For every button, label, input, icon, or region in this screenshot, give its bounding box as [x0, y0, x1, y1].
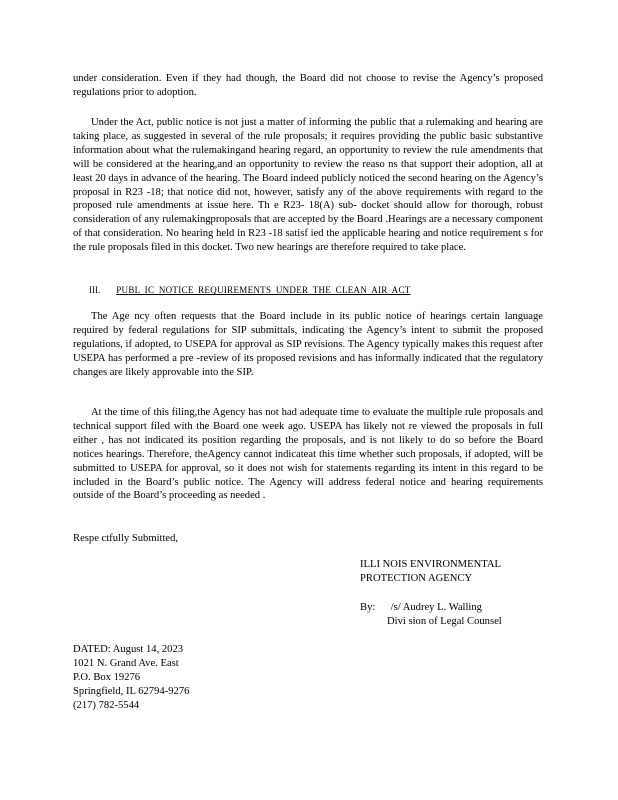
org-name-line2: PROTECTION AGENCY: [360, 573, 473, 584]
org-name-line1: ILLI NOIS ENVIRONMENTAL: [360, 559, 501, 570]
division-line: Divi sion of Legal Counsel: [387, 616, 502, 627]
street-address: 1021 N. Grand Ave. East: [73, 658, 179, 669]
phone-number: (217) 782-5544: [73, 700, 140, 711]
section-title: PUBL IC NOTICE REQUIREMENTS UNDER THE CLEAN AIR ACT: [116, 285, 411, 295]
by-label: By:: [360, 602, 376, 613]
paragraph-filing-status: At the time of this filing,the Agency has not had adequate time to evaluate the multiple rule proposals and technical support filed with the Board one week ago. USEPA has likely not re viewed the proposals in full either , has not indicated its position regarding the proposals, and is not likely to do so before the Board notices hearings. Therefore, theAgency cannot indicateat this time whether such proposals, if adopted, will be submitted to USEPA for approval, so it does not wish for statements regarding its intent in this regard to be included in the Board’s public notice. The Agency will address federal notice and hearing requirements outside of the Board’s proceeding as needed .: [73, 407, 543, 502]
po-box: P.O. Box 19276: [73, 672, 141, 683]
city-state-zip: Springfield, IL 62794-9276: [73, 686, 190, 697]
dated-line: DATED: August 14, 2023: [73, 644, 184, 655]
paragraph-sip-request: The Age ncy often requests that the Board include in its public notice of hearings certain language required by federal regulations for SIP submittals, indicating the Agency’s intent to submit the proposed regulations, if adopted, to USEPA for approval as SIP revisions. The Agency typically makes this request after USEPA has performed a pre -review of its proposed revisions and has informally indicated that the regulatory changes are likely approvable into the SIP.: [73, 311, 543, 378]
signer-name: /s/ Audrey L. Walling: [390, 602, 482, 613]
section-heading: [89, 284, 489, 296]
signature-line: [360, 601, 482, 615]
section-number: III.: [89, 285, 101, 295]
paragraph-public-notice: Under the Act, public notice is not just a matter of informing the public that a rulemaking and hearing are taking place, as suggested in several of the rule proposals; it requires providing the public basic substantive information about what the rulemakingand hearing regard, an opportunity to review the rule amendments that will be considered at the hearing,and an opportunity to review the reaso ns that support their adoption, all at least 20 days in advance of the hearing. The Board indeed publicly noticed the second hearing on the Agency’s proposal in R23 -18; that notice did not, however, satisfy any of the above requirements with regard to the proposed rule amendments at issue here. Th e R23- 18(A) sub- docket should allow for thorough, robust consideration of any rulemakingproposals that are accepted by the Board .Hearings are a necessary component of that consideration. No hearing held in R23 -18 satisf ied the applicable hearing and notice requirement s for the rule proposals filed in this docket. Two new hearings are therefore required to take place.: [73, 117, 543, 254]
closing-line: Respe ctfully Submitted,: [73, 533, 179, 544]
paragraph-intro: under consideration. Even if they had though, the Board did not choose to revise the Agency’s proposed regulations prior to adoption.: [73, 73, 543, 98]
